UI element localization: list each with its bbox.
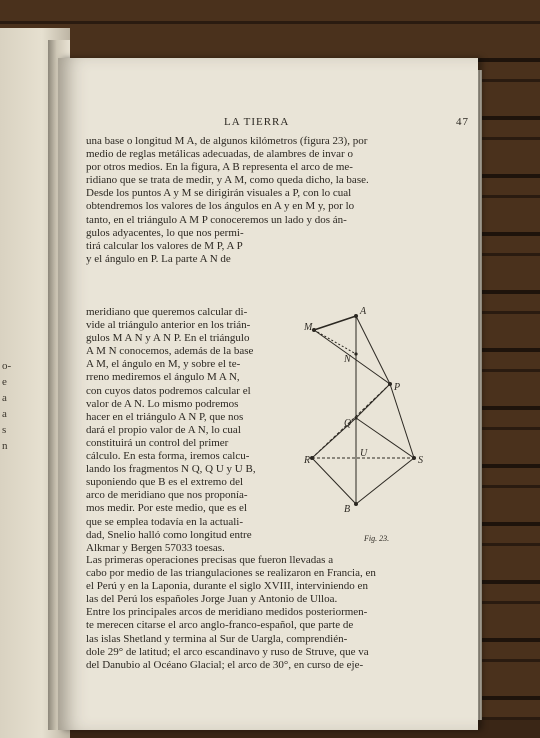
text-line: Las primeras operaciones precisas que fueron llevadas a	[86, 554, 334, 566]
left-fragment: s	[2, 424, 7, 436]
paragraph-history	[86, 554, 456, 672]
point-p	[388, 382, 392, 386]
point-a	[354, 314, 358, 318]
label-u: U	[360, 448, 368, 459]
left-page-fragments	[2, 358, 22, 454]
label-b: B	[344, 504, 351, 515]
point-n	[354, 352, 357, 355]
label-m: M	[304, 322, 313, 333]
label-n: N	[344, 354, 351, 365]
text-line: el Perú y en la Laponia, durante el siglo XVIII, interviniendo en	[86, 580, 368, 593]
text-line: por otros medios. En la figura, A B representa el arco de me-	[86, 161, 353, 174]
text-line: tanto, en el triángulo A M P conoceremos un lado y dos án-	[86, 213, 347, 226]
text-line: mos medir. Por este medio, que es el	[86, 502, 247, 515]
label-s: S	[418, 455, 423, 466]
text-line: gulos M A N y A N P. En el triángulo	[86, 332, 250, 345]
text-line: arco de meridiano que nos proponía-	[86, 489, 248, 502]
line-mn	[314, 330, 356, 354]
text-line: A M, el ángulo en M, y sobre el te-	[86, 358, 241, 371]
left-fragment: o-	[2, 360, 12, 372]
left-fragment: e	[2, 376, 7, 388]
text-line: con cuyos datos podremos calcular el	[86, 384, 251, 397]
left-fragment: a	[2, 392, 7, 404]
label-q: Q	[344, 418, 352, 429]
page-number: 47	[456, 116, 469, 128]
text-line: ridiano que se trata de medir, y A M, como queda dicho, la base.	[86, 174, 369, 187]
paragraph-triangulation	[86, 306, 296, 555]
label-a: A	[360, 306, 367, 317]
text-line: tirá calcular los valores de M P, A P	[86, 239, 243, 252]
text-line: una base o longitud M A, de algunos kilómetros (figura 23), por	[86, 135, 368, 147]
point-q	[354, 416, 357, 419]
text-line: gulos adyacentes, lo que nos permi-	[86, 226, 244, 239]
point-m	[312, 328, 316, 332]
running-head	[58, 114, 478, 130]
text-line: Entre los principales arcos de meridiano medidos posteriormen-	[86, 606, 368, 619]
text-line: cálculo. En esta forma, iremos calcu-	[86, 450, 250, 463]
text-line: A M N conocemos, además de la base	[86, 345, 254, 358]
text-line: constituirá un control del primer	[86, 436, 229, 449]
text-line: rreno mediremos el ángulo M A N,	[86, 371, 240, 384]
text-line: Alkmar y Bergen 57033 toesas.	[86, 541, 225, 554]
line-rb	[312, 458, 356, 504]
book-page	[58, 58, 478, 730]
text-line: dará el propio valor de A N, lo cual	[86, 423, 241, 436]
text-line: obtendremos los valores de los ángulos en A y en M y, por lo	[86, 200, 355, 213]
point-s	[412, 456, 416, 460]
label-r: R	[304, 455, 311, 466]
text-line: y el ángulo en P. La parte A N de	[86, 252, 231, 265]
left-fragment: n	[2, 440, 8, 452]
line-sb	[356, 458, 414, 504]
text-line: valor de A N. Lo mismo podremos	[86, 397, 239, 410]
line-ap	[356, 316, 390, 384]
text-line: del Danubio al Océano Glacial; el arco de 30°, en curso de eje-	[86, 658, 364, 671]
text-line: Desde los puntos A y M se dirigirán visuales a P, con lo cual	[86, 187, 352, 200]
text-line: lando los fragmentos N Q, Q U y U B,	[86, 463, 256, 476]
text-line: las del Perú los españoles Jorge Juan y Antonio de Ulloa.	[86, 593, 338, 606]
text-line: vide al triángulo anterior en los trián-	[86, 319, 251, 332]
left-fragment: a	[2, 408, 7, 420]
text-line: que se emplea todavía en la actuali-	[86, 515, 243, 528]
base-line	[314, 316, 356, 330]
figure-caption: Fig. 23.	[364, 534, 390, 543]
point-b	[354, 502, 358, 506]
text-line: dad, Snelio halló como longitud entre	[86, 528, 252, 541]
running-title: LA TIERRA	[224, 116, 290, 128]
line-ps	[390, 384, 414, 458]
triangulation-figure	[304, 300, 464, 544]
line-mp	[314, 330, 390, 384]
text-line: hacer en el triángulo A N P, que nos	[86, 410, 244, 423]
text-line: dole 29° de latitud; el arco escandinavo y ruso de Struve, que va	[86, 645, 369, 658]
text-line: las islas Shetland y termina al Sur de Uargla, comprendién-	[86, 632, 348, 645]
text-line: medio de reglas metálicas adecuadas, de alambres de invar o	[86, 148, 353, 161]
point-r	[310, 456, 314, 460]
text-line: cabo por medio de las triangulaciones se realizaron en Francia, en	[86, 567, 376, 580]
text-line: te merecen citarse el arco anglo-franco-español, que parte de	[86, 619, 354, 632]
paragraph-base-measurement	[86, 135, 456, 266]
text-line: suponiendo que B es el extremo del	[86, 476, 244, 489]
text-line: meridiano que queremos calcular di-	[86, 306, 248, 318]
label-p: P	[394, 382, 401, 393]
